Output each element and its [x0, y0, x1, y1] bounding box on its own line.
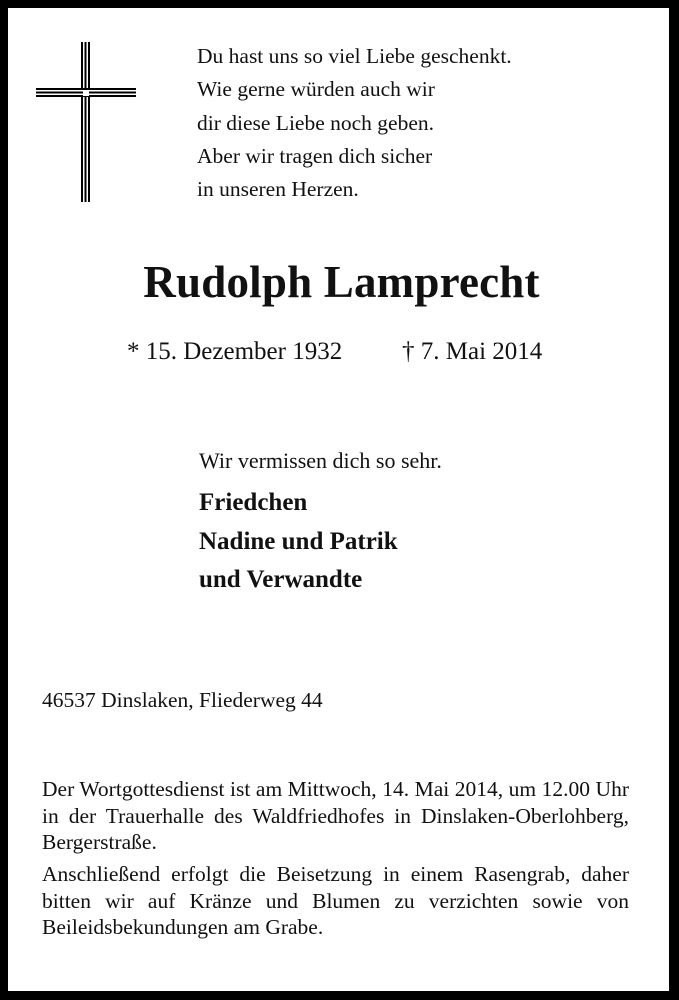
death-date: † 7. Mai 2014	[402, 338, 543, 365]
cross-vertical-bar	[81, 42, 90, 202]
mourners-list	[199, 484, 442, 600]
poem-line: Wie gerne würden auch wir	[197, 77, 435, 102]
burial-paragraph: Anschließend erfolgt die Beisetzung in einem Rasengrab, daher bitten wir auf Kränze und Blumen zu verzichten sowie von Beileidsbekundungen am Grabe.	[42, 862, 629, 940]
poem-line: in unseren Herzen.	[197, 177, 359, 202]
birth-date: * 15. Dezember 1932	[127, 338, 343, 365]
mourner: und Verwandte	[199, 566, 363, 593]
family-address: 46537 Dinslaken, Fliederweg 44	[42, 688, 323, 712]
service-paragraph: Der Wortgottesdienst ist am Mittwoch, 14. Mai 2014, um 12.00 Uhr in der Trauerhalle des Waldfriedhofes in Dinslaken-Oberlohberg, Bergerstraße.	[42, 777, 629, 855]
poem-line: dir diese Liebe noch geben.	[197, 110, 435, 135]
poem-line: Du hast uns so viel Liebe geschenkt.	[197, 44, 512, 68]
service-information	[42, 776, 629, 941]
cross-icon	[36, 42, 136, 202]
deceased-name: Rudolph Lamprecht	[143, 257, 540, 307]
mourner: Friedchen	[199, 489, 308, 516]
mourner: Nadine und Patrik	[199, 527, 398, 555]
signoff	[199, 446, 442, 600]
poem	[197, 40, 512, 206]
farewell-message: Wir vermissen dich so sehr.	[199, 448, 442, 473]
poem-line: Aber wir tragen dich sicher	[197, 143, 433, 168]
cross-center	[83, 90, 89, 96]
